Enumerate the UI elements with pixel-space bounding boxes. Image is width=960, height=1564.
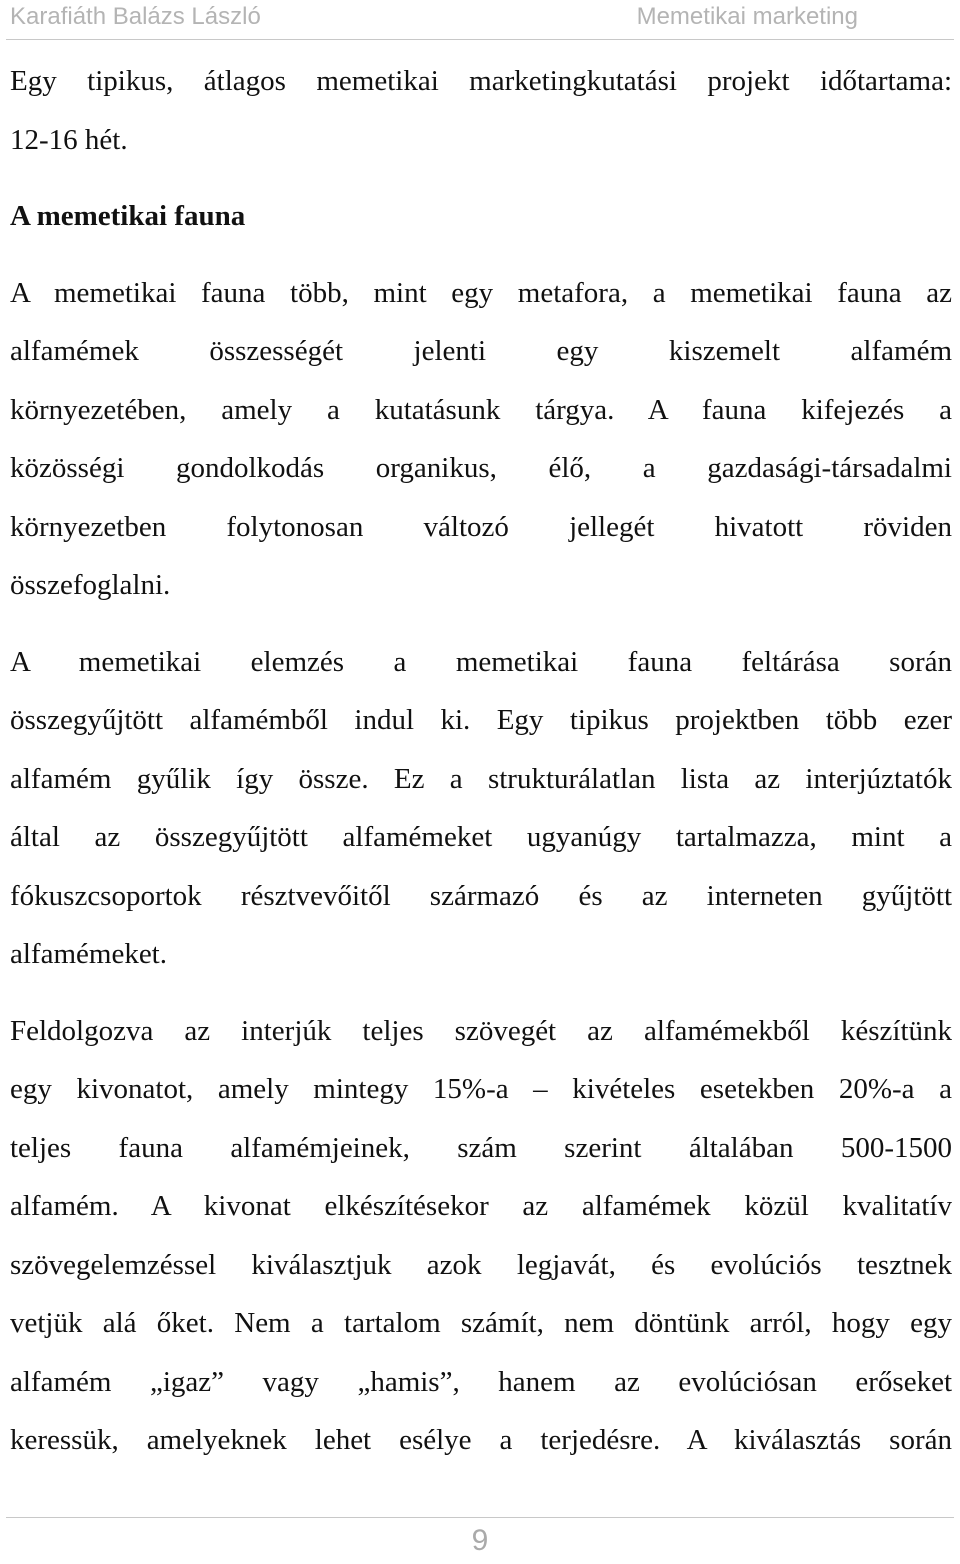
header-divider (6, 39, 954, 40)
text-line: fókuszcsoportok résztvevőitől származó és az interneten gyűjtött (10, 879, 952, 912)
section-heading: A memetikai fauna (10, 200, 246, 232)
text-line: alfamémek összességét jelenti egy kiszemelt alfamém (10, 335, 952, 367)
text-line: közösségi gondolkodás organikus, élő, a gazdasági-társadalmi (10, 452, 952, 484)
document-body (10, 52, 952, 1470)
text-line: alfamém gyűlik így össze. Ez a strukturálatlan lista az interjúztatók (10, 762, 952, 795)
text-line: által az összegyűjtött alfamémeket ugyanúgy tartalmazza, mint a (10, 821, 952, 853)
text-line: Feldolgozva az interjúk teljes szövegét az alfamémekből készítünk (10, 1014, 952, 1047)
page-number: 9 (471, 1524, 489, 1557)
text-line: vetjük alá őket. Nem a tartalom számít, nem döntünk arról, hogy egy (10, 1307, 952, 1339)
footer-divider (6, 1517, 954, 1518)
text-line: 12-16 hét. (10, 123, 128, 156)
text-line: teljes fauna alfamémjeinek, szám szerint általában 500-1500 (10, 1131, 952, 1164)
paragraph-memetic-analysis (10, 633, 952, 984)
paragraph-fauna-definition (10, 264, 952, 615)
text-line: A memetikai fauna több, mint egy metafora, a memetikai fauna az (10, 276, 952, 309)
paragraph-extract (10, 1002, 952, 1470)
text-line: alfamémeket. (10, 938, 167, 970)
header-title: Memetikai marketing (636, 3, 858, 30)
page-header (0, 0, 960, 40)
text-line: alfamém. A kivonat elkészítésekor az alfamémek közül kvalitatív (10, 1190, 952, 1222)
text-line: szövegelemzéssel kiválasztjuk azok legjavát, és evolúciós tesztnek (10, 1248, 952, 1281)
text-line: környezetében, amely a kutatásunk tárgya. A fauna kifejezés a (10, 393, 952, 426)
text-line: egy kivonatot, amely mintegy 15%-a – kivételes esetekben 20%-a a (10, 1073, 952, 1105)
text-line: összefoglalni. (10, 569, 171, 601)
text-line: környezetben folytonosan változó jellegét hivatott röviden (10, 510, 952, 543)
text-line: keressük, amelyeknek lehet esélye a terjedésre. A kiválasztás során (10, 1424, 952, 1456)
text-line: alfamém „igaz” vagy „hamis”, hanem az evolúciósan erőseket (10, 1365, 952, 1398)
paragraph-duration (10, 52, 952, 169)
text-line: összegyűjtött alfamémből indul ki. Egy tipikus projektben több ezer (10, 704, 952, 736)
header-author: Karafiáth Balázs László (10, 3, 261, 30)
text-line: A memetikai elemzés a memetikai fauna feltárása során (10, 645, 952, 678)
text-line: Egy tipikus, átlagos memetikai marketingkutatási projekt időtartama: (10, 65, 952, 97)
